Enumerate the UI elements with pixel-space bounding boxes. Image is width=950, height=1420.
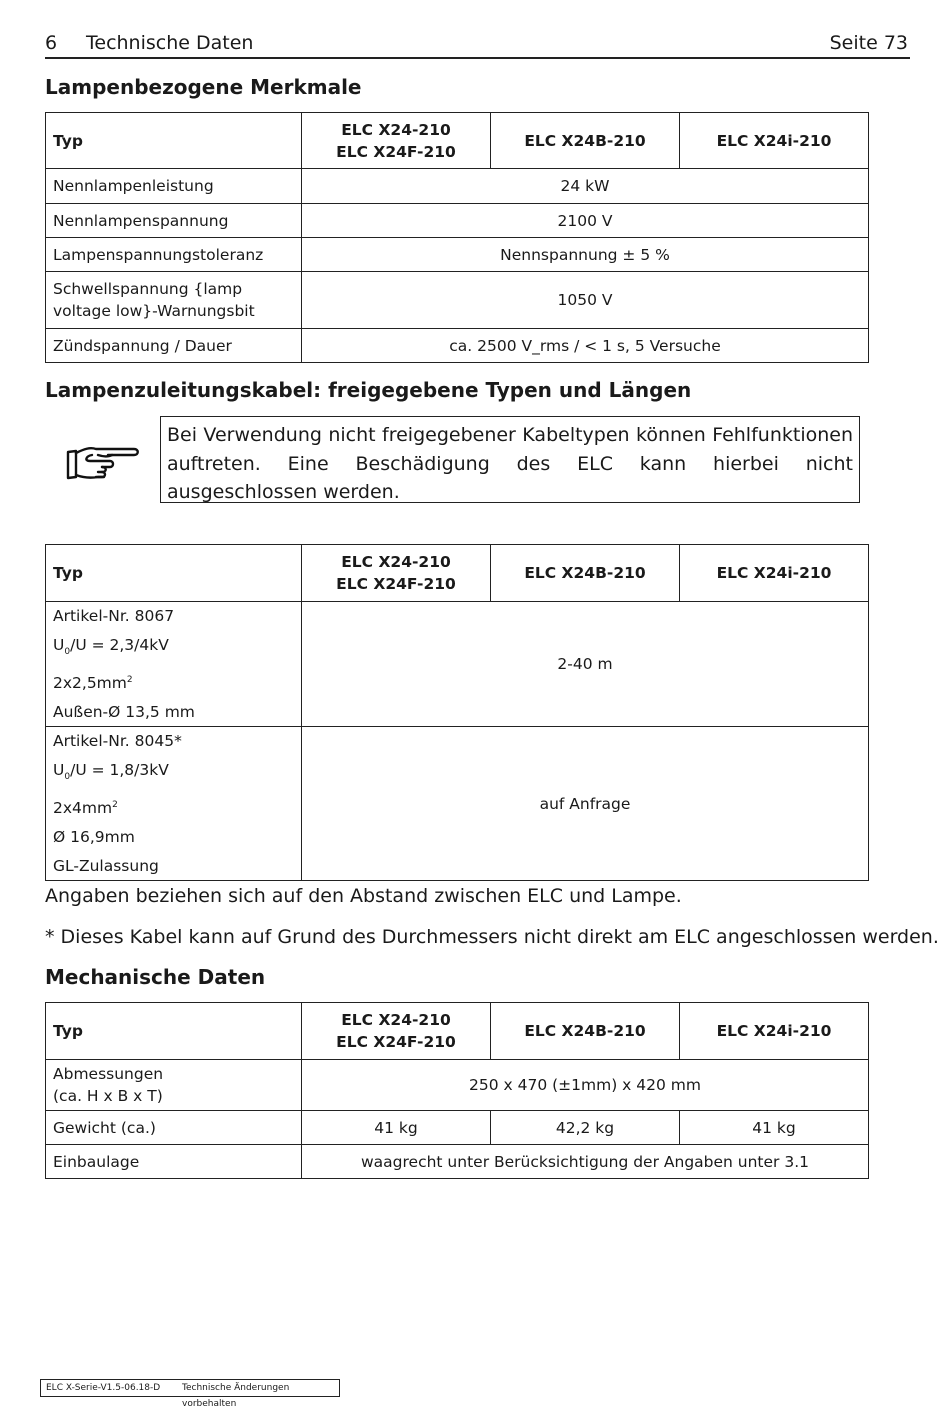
model-header-x24	[302, 113, 491, 169]
cross-section: $2x4mm^2$	[53, 799, 118, 818]
rights-notice: Technische Änderungen vorbehalten	[182, 1383, 290, 1409]
cable-length: 2-40 m	[302, 602, 869, 727]
weight-x24: 41 kg	[302, 1111, 491, 1145]
cable-types-table	[45, 544, 869, 881]
lamp-section-heading: Lampenbezogene Merkmale	[45, 75, 362, 99]
model-header-x24	[302, 545, 491, 602]
article-number: Artikel-Nr. 8045*	[53, 732, 182, 751]
outer-diameter: Ø 16,9mm	[53, 828, 135, 846]
weight-x24b: 42,2 kg	[491, 1111, 680, 1145]
cable-section-heading: Lampenzuleitungskabel: freigegebene Typen und Längen	[45, 378, 692, 402]
row-value: 1050 V	[302, 272, 869, 329]
table-row	[46, 727, 869, 881]
row-value: Nennspannung ± 5 %	[302, 238, 869, 272]
model-header-x24b: ELC X24B-210	[491, 113, 680, 169]
pointing-hand-icon	[62, 440, 142, 484]
row-label: Schwellspannung {lamp voltage low}-Warnungsbit	[46, 272, 302, 329]
type-header: Typ	[46, 1003, 302, 1060]
article-number: Artikel-Nr. 8067	[53, 607, 175, 625]
table-row	[46, 204, 869, 238]
document-id: ELC X-Serie-V1.5-06.18-D	[46, 1383, 161, 1393]
page-number: Seite 73	[829, 32, 908, 54]
model-header-x24i: ELC X24i-210	[680, 545, 869, 602]
model-header-x24	[302, 1003, 491, 1060]
table-row	[46, 1145, 869, 1179]
model-name: ELC X24-210	[341, 553, 451, 571]
table-row	[46, 238, 869, 272]
mounting-label: Einbaulage	[46, 1145, 302, 1179]
weight-label: Gewicht (ca.)	[46, 1111, 302, 1145]
footnote-asterisk: * Dieses Kabel kann auf Grund des Durchmessers nicht direkt am ELC angeschlossen werden.	[45, 926, 939, 948]
dimensions-value: 250 x 470 (±1mm) x 420 mm	[302, 1060, 869, 1111]
cable-spec-8067	[46, 602, 302, 727]
model-name: ELC X24F-210	[336, 1033, 456, 1051]
mechanical-data-table	[45, 1002, 869, 1179]
label-line: Abmessungen	[53, 1065, 164, 1083]
page-footer	[40, 1379, 340, 1409]
model-header-x24b: ELC X24B-210	[491, 545, 680, 602]
model-name: ELC X24F-210	[336, 142, 456, 161]
row-label: Lampenspannungstoleranz	[46, 238, 302, 272]
label-line: (ca. H x B x T)	[53, 1087, 163, 1105]
table-row	[46, 329, 869, 363]
lamp-properties-table	[45, 112, 869, 363]
weight-x24i: 41 kg	[680, 1111, 869, 1145]
table-header-row	[46, 113, 869, 169]
page-header	[45, 30, 910, 59]
row-value: 24 kW	[302, 169, 869, 204]
table-row	[46, 169, 869, 204]
footnote-distance: Angaben beziehen sich auf den Abstand zwischen ELC und Lampe.	[45, 885, 682, 907]
row-label: Nennlampenspannung	[46, 204, 302, 238]
model-header-x24i: ELC X24i-210	[680, 1003, 869, 1060]
dimensions-label	[46, 1060, 302, 1111]
row-label: Nennlampenleistung	[46, 169, 302, 204]
table-row	[46, 1111, 869, 1145]
voltage-rating: $U_0/U = 2,3/4kV$	[53, 635, 169, 657]
table-row	[46, 272, 869, 329]
model-header-x24b: ELC X24B-210	[491, 1003, 680, 1060]
type-header: Typ	[46, 545, 302, 602]
mech-section-heading: Mechanische Daten	[45, 965, 266, 989]
model-name: ELC X24F-210	[336, 575, 456, 593]
approval: GL-Zulassung	[53, 856, 159, 875]
mounting-value: waagrecht unter Berücksichtigung der Angaben unter 3.1	[302, 1145, 869, 1179]
outer-diameter: Außen-Ø 13,5 mm	[53, 702, 195, 721]
chapter-number: 6	[45, 32, 58, 54]
model-name: ELC X24-210	[341, 120, 451, 139]
row-value: 2100 V	[302, 204, 869, 238]
row-label: Zündspannung / Dauer	[46, 329, 302, 363]
voltage-rating: $U_0/U = 1,8/3kV$	[53, 760, 169, 782]
cable-spec-8045	[46, 727, 302, 881]
table-row	[46, 602, 869, 727]
warning-note: Bei Verwendung nicht freigegebener Kabeltypen können Fehlfunktionen auftreten. Eine Beschädigung des ELC kann hierbei nicht ausgeschlossen werden.	[160, 416, 860, 503]
table-header-row	[46, 1003, 869, 1060]
cross-section: $2x2,5mm^2$	[53, 674, 133, 693]
row-value: ca. 2500 V_rms / < 1 s, 5 Versuche	[302, 329, 869, 363]
model-name: ELC X24-210	[341, 1011, 451, 1029]
chapter-title: Technische Daten	[86, 32, 254, 54]
type-header: Typ	[46, 113, 302, 169]
table-row	[46, 1060, 869, 1111]
model-header-x24i: ELC X24i-210	[680, 113, 869, 169]
table-header-row	[46, 545, 869, 602]
cable-length: auf Anfrage	[302, 727, 869, 881]
